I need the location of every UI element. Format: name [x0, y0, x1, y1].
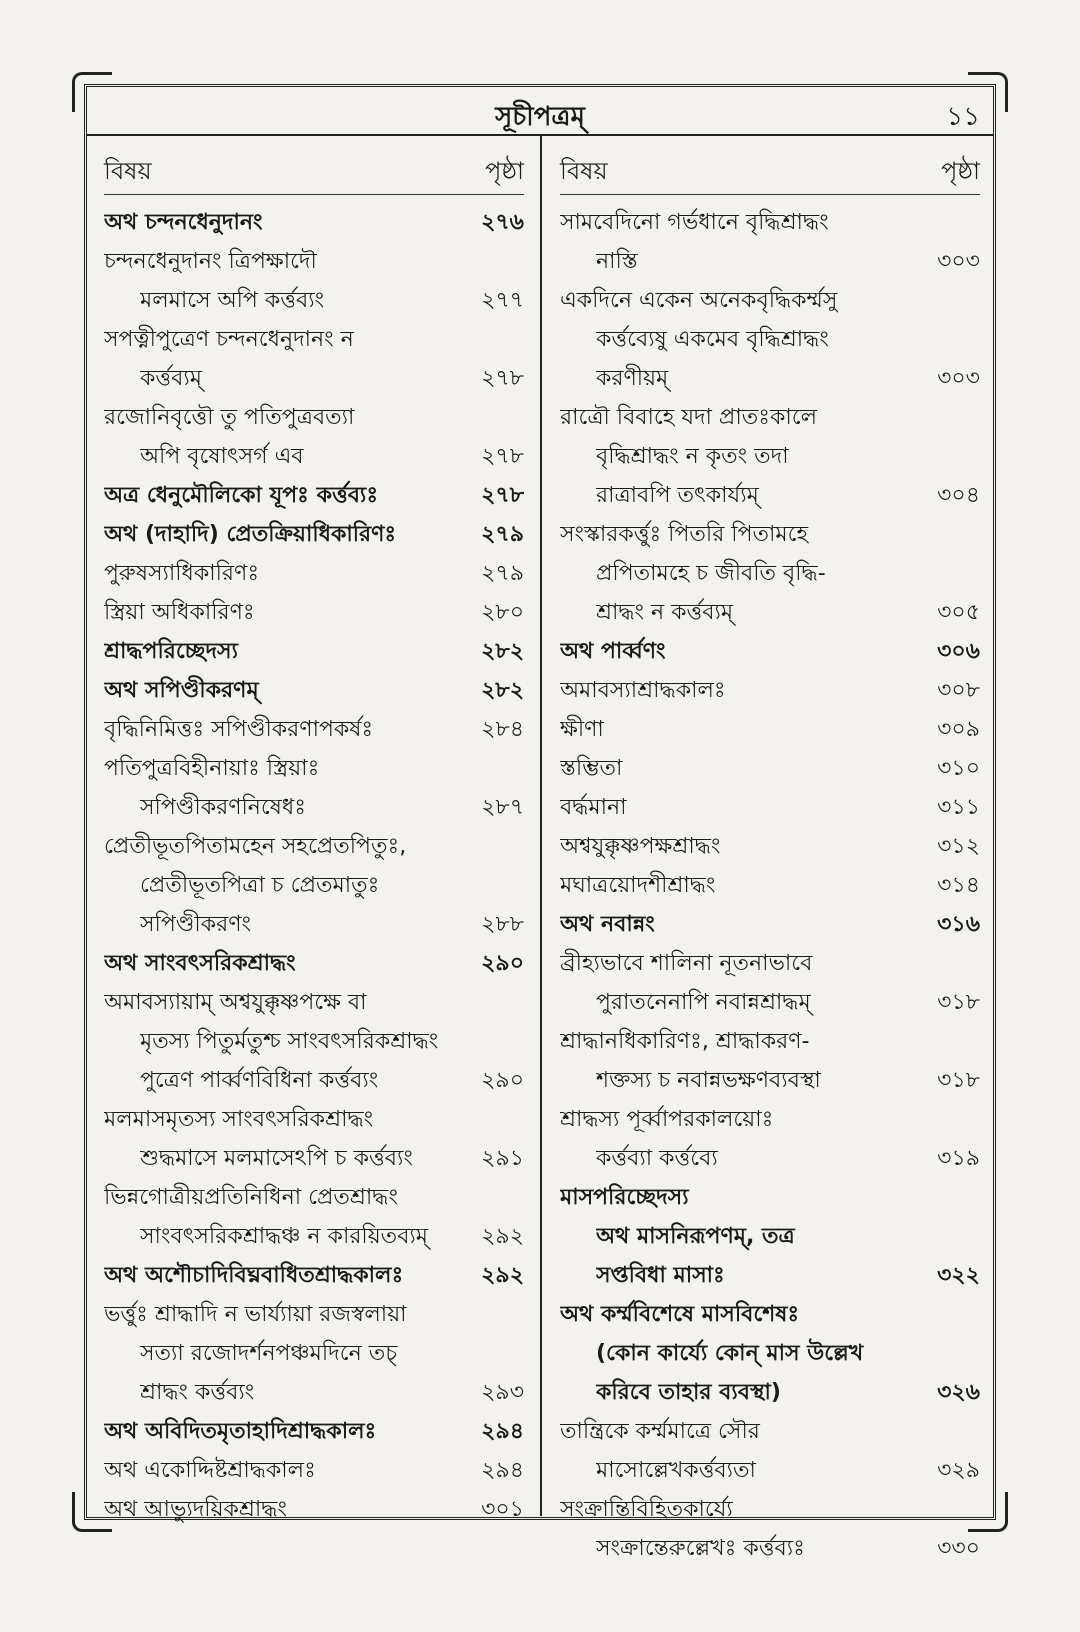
page-heading: পৃষ্ঠা — [485, 157, 524, 185]
entry-text: বৃদ্ধিশ্রাদ্ধং ন কৃতং তদা — [596, 444, 789, 469]
entry-text: ক্ষীণা — [560, 717, 604, 742]
entry-page-number: ৩১৮ — [937, 990, 980, 1015]
entry-text: রাত্রাবপি তৎকার্য্যম্ — [596, 483, 759, 508]
toc-entry — [560, 1022, 980, 1100]
toc-entry — [104, 476, 524, 515]
entry-text: মঘাত্রয়োদশীশ্রাদ্ধং — [560, 873, 716, 898]
entry-text: করণীয়ম্ — [596, 366, 669, 391]
entry-page-number: ২৭৮ — [481, 366, 524, 391]
entry-page-number: ২৯০ — [481, 951, 524, 976]
entry-page-number: ৩৩০ — [937, 1536, 980, 1561]
toc-entry — [104, 944, 524, 983]
entry-text: অশ্বযুক্কৃষ্ণপক্ষশ্রাদ্ধং — [560, 834, 721, 859]
entry-text: সপত্নীপুত্রেণ চন্দনধেনুদানং ন — [104, 327, 354, 352]
toc-entry — [104, 983, 524, 1100]
entry-text: ব্রীহ্যভাবে শালিনা নূতনাভাবে — [560, 951, 813, 976]
toc-entry — [104, 1178, 524, 1256]
entry-text: অথ মাসনিরূপণম্, তত্র — [596, 1224, 795, 1249]
entry-text: সংস্কারকর্ত্তুঃ পিতরি পিতামহে — [560, 522, 809, 547]
entry-page-number: ২৯৪ — [481, 1419, 524, 1444]
toc-entry — [560, 944, 980, 1022]
entry-page-number: ৩১৮ — [937, 1068, 980, 1093]
entry-text: সামবেদিনো গর্ভধানে বৃদ্ধিশ্রাদ্ধং — [560, 210, 829, 235]
toc-entry — [104, 1490, 524, 1529]
toc-entry — [104, 1295, 524, 1412]
entry-page-number: ৩০৫ — [937, 600, 980, 625]
left-column-header — [104, 148, 524, 195]
toc-entry — [104, 593, 524, 632]
entry-text: রাত্রৌ বিবাহে যদা প্রাতঃকালে — [560, 405, 817, 430]
toc-entry — [104, 1412, 524, 1451]
entry-text: স্ত্রিয়া অধিকারিণঃ — [104, 600, 255, 625]
entry-page-number: ২৭৬ — [481, 210, 524, 235]
entry-text: অথ একোদ্দিষ্টশ্রাদ্ধকালঃ — [104, 1458, 316, 1483]
entry-page-number: ২৮২ — [481, 678, 524, 703]
toc-entry — [104, 710, 524, 749]
toc-entry — [104, 554, 524, 593]
entry-text: মলমাসে অপি কর্ত্তব্যং — [140, 288, 325, 313]
entry-text: শ্রাদ্ধস্য পূর্ব্বাপরকালয়োঃ — [560, 1107, 774, 1132]
entry-page-number: ২৮২ — [481, 639, 524, 664]
entry-text: মৃতস্য পিতুর্মতুশ্চ সাংবৎসরিকশ্রাদ্ধং — [140, 1029, 439, 1054]
entry-page-number: ৩০৪ — [937, 483, 980, 508]
entry-text: অমাবস্যায়াম্ অশ্বযুক্কৃষ্ণপক্ষে বা — [104, 990, 367, 1015]
entry-page-number: ২৮৮ — [481, 912, 524, 937]
entry-text: অথ সাংবৎসরিকশ্রাদ্ধং — [104, 951, 296, 976]
column-divider — [540, 136, 542, 1516]
toc-entry — [560, 671, 980, 710]
entry-text: শ্রাদ্ধং কর্ত্তব্যং — [140, 1380, 255, 1405]
entry-text: তান্ত্রিকে কর্ম্মমাত্রে সৌর — [560, 1419, 760, 1444]
entry-page-number: ২৯৩ — [481, 1380, 524, 1405]
entry-text: (কোন কার্য্যে কোন্ মাস উল্লেখ — [596, 1341, 864, 1366]
entry-page-number: ২৯১ — [481, 1146, 524, 1171]
entry-page-number: ২৯২ — [481, 1224, 524, 1249]
entry-text: শ্রাদ্ধপরিচ্ছেদস্য — [104, 639, 238, 664]
entry-text: অথ (দাহাদি) প্রেতক্রিয়াধিকারিণঃ — [104, 522, 397, 547]
entry-text: অথ চন্দনধেনুদানং — [104, 210, 263, 235]
entry-page-number: ৩১৪ — [937, 873, 980, 898]
toc-entry — [560, 1178, 980, 1295]
entry-text: নাস্তি — [596, 249, 638, 274]
entry-text: কর্ত্তব্যেষু একমেব বৃদ্ধিশ্রাদ্ধং — [596, 327, 829, 352]
entry-page-number: ৩০৮ — [937, 678, 980, 703]
entry-page-number: ৩১৬ — [937, 912, 980, 937]
entry-page-number: ৩২২ — [937, 1263, 980, 1288]
entry-page-number: ২৭৯ — [481, 561, 524, 586]
entry-text: অথ অবিদিতমৃতাহাদিশ্রাদ্ধকালঃ — [104, 1419, 377, 1444]
entry-text: শ্রাদ্ধানধিকারিণঃ, শ্রাদ্ধাকরণ- — [560, 1029, 810, 1054]
entry-text: মলমাসমৃতস্য সাংবৎসরিকশ্রাদ্ধং — [104, 1107, 374, 1132]
entry-text: সংক্রান্তিবিহিতকার্য্যে — [560, 1497, 733, 1522]
page-number: ১১ — [946, 102, 980, 132]
entry-page-number: ৩০৩ — [937, 366, 980, 391]
toc-entry — [104, 632, 524, 671]
right-column-header — [560, 148, 980, 195]
entry-page-number: ৩২৬ — [937, 1380, 980, 1405]
entry-text: শুদ্ধমাসে মলমাসেঽপি চ কর্ত্তব্যং — [140, 1146, 413, 1171]
entry-page-number: ২৯২ — [481, 1263, 524, 1288]
entry-page-number: ৩০৯ — [937, 717, 980, 742]
entry-text: সত্যা রজোদর্শনপঞ্চমদিনে তচ্ — [140, 1341, 398, 1366]
entry-text: রজোনিবৃত্তৌ তু পতিপুত্রবত্যা — [104, 405, 355, 430]
page-title: সূচীপত্রম্ — [495, 102, 585, 132]
entry-text: সপিণ্ডীকরণনিষেধঃ — [140, 795, 306, 820]
toc-entry — [560, 788, 980, 827]
entry-page-number: ৩০৬ — [937, 639, 980, 664]
toc-entry — [560, 1100, 980, 1178]
toc-entry — [560, 1295, 980, 1412]
toc-entry — [560, 281, 980, 398]
entry-page-number: ৩২৯ — [937, 1458, 980, 1483]
toc-entry — [104, 320, 524, 398]
entry-page-number: ৩০১ — [481, 1497, 524, 1522]
entry-page-number: ২৭৯ — [481, 522, 524, 547]
entry-text: অত্র ধেনুমৌলিকো যূপঃ কর্ত্তব্যঃ — [104, 483, 379, 508]
toc-entry — [560, 866, 980, 905]
entry-text: বৃদ্ধিনিমিত্তঃ সপিণ্ডীকরণাপকর্ষঃ — [104, 717, 374, 742]
entry-text: ভিন্নগোত্রীয়প্রতিনিধিনা প্রেতশ্রাদ্ধং — [104, 1185, 398, 1210]
entry-text: একদিনে একেন অনেকবৃদ্ধিকর্ম্মসু — [560, 288, 838, 313]
page-heading: পৃষ্ঠা — [941, 157, 980, 185]
entry-page-number: ৩১১ — [937, 795, 980, 820]
entry-text: প্রপিতামহে চ জীবতি বৃদ্ধি- — [596, 561, 826, 586]
toc-entry — [104, 515, 524, 554]
toc-entry — [560, 632, 980, 671]
entry-text: কর্ত্তব্যা কর্ত্তব্যে — [596, 1146, 718, 1171]
entry-text: মাসোল্লেখকর্ত্তব্যতা — [596, 1458, 756, 1483]
toc-entry — [104, 1100, 524, 1178]
entry-page-number: ২৮৪ — [481, 717, 524, 742]
entry-text: সপিণ্ডীকরণং — [140, 912, 251, 937]
entry-page-number: ২৭৮ — [481, 444, 524, 469]
entry-text: অপি বৃষোৎসর্গ এব — [140, 444, 304, 469]
entry-text: অথ পার্ব্বণং — [560, 639, 666, 664]
toc-entry — [104, 242, 524, 320]
entry-text: কর্ত্তব্যম্ — [140, 366, 202, 391]
entry-page-number: ২৯৪ — [481, 1458, 524, 1483]
entry-page-number: ৩১০ — [937, 756, 980, 781]
toc-entry — [104, 827, 524, 944]
entry-text: স্তম্ভিতা — [560, 756, 623, 781]
toc-entry — [560, 905, 980, 944]
entry-text: মাসপরিচ্ছেদস্য — [560, 1185, 689, 1210]
entry-text: সপ্তবিধা মাসাঃ — [596, 1263, 725, 1288]
entry-text: সংক্রান্তেরুল্লেখঃ কর্ত্তব্যঃ — [596, 1536, 805, 1561]
subject-heading: বিষয় — [560, 157, 608, 185]
entry-text: করিবে তাহার ব্যবস্থা) — [596, 1380, 781, 1405]
entry-page-number: ২৮৭ — [481, 795, 524, 820]
toc-entry — [104, 671, 524, 710]
toc-entry — [560, 749, 980, 788]
toc-entry — [560, 1412, 980, 1490]
entry-text: অথ সপিণ্ডীকরণম্ — [104, 678, 259, 703]
entry-text: পুত্রেণ পার্ব্বণবিধিনা কর্ত্তব্যং — [140, 1068, 379, 1093]
entry-text: অথ নবান্নং — [560, 912, 655, 937]
toc-entry — [104, 749, 524, 827]
toc-entry — [104, 1451, 524, 1490]
entry-text: বর্দ্ধমানা — [560, 795, 627, 820]
entry-text: ভর্ত্তুঃ শ্রাদ্ধাদি ন ভার্য্যায়া রজস্বলায়া — [104, 1302, 407, 1327]
entry-text: শক্তস্য চ নবান্নভক্ষণব্যবস্থা — [596, 1068, 821, 1093]
entry-text: প্রেতীভূতপিতামহেন সহপ্রেতপিতুঃ, — [104, 834, 407, 859]
toc-entry — [104, 1256, 524, 1295]
entry-text: অমাবস্যাশ্রাদ্ধকালঃ — [560, 678, 726, 703]
entry-page-number: ২৭৭ — [481, 288, 524, 313]
toc-entry — [104, 203, 524, 242]
right-column — [560, 148, 980, 1568]
entry-text: শ্রাদ্ধং ন কর্ত্তব্যম্ — [596, 600, 734, 625]
entry-page-number: ২৯০ — [481, 1068, 524, 1093]
toc-entry — [104, 398, 524, 476]
entry-text: সাংবৎসরিকশ্রাদ্ধঞ্চ ন কারয়িতব্যম্ — [140, 1224, 429, 1249]
border-corner-ornament — [72, 72, 112, 112]
entry-text: পতিপুত্রবিহীনায়াঃ স্ত্রিয়াঃ — [104, 756, 320, 781]
entry-page-number: ৩০৩ — [937, 249, 980, 274]
entry-text: অথ আভ্যুদয়িকশ্রাদ্ধং — [104, 1497, 287, 1522]
entry-text: চন্দনধেনুদানং ত্রিপক্ষাদৌ — [104, 249, 317, 274]
entry-page-number: ২৮০ — [481, 600, 524, 625]
entry-text: পুরাতনেনাপি নবান্নশ্রাদ্ধম্ — [596, 990, 811, 1015]
entry-text: অথ কর্ম্মবিশেষে মাসবিশেষঃ — [560, 1302, 800, 1327]
entry-page-number: ৩১৯ — [937, 1146, 980, 1171]
entry-text: অথ অশৌচাদিবিঘ্নবাধিতশ্রাদ্ধকালঃ — [104, 1263, 404, 1288]
toc-entry — [560, 827, 980, 866]
subject-heading: বিষয় — [104, 157, 152, 185]
toc-entry — [560, 398, 980, 515]
entry-text: প্রেতীভূতপিত্রা চ প্রেতমাতুঃ — [140, 873, 380, 898]
toc-entry — [560, 515, 980, 632]
left-column — [104, 148, 524, 1529]
toc-entry — [560, 203, 980, 281]
entry-page-number: ২৭৮ — [481, 483, 524, 508]
entry-text: পুরুষস্যাধিকারিণঃ — [104, 561, 260, 586]
toc-entry — [560, 1490, 980, 1568]
entry-page-number: ৩১২ — [937, 834, 980, 859]
toc-entry — [560, 710, 980, 749]
